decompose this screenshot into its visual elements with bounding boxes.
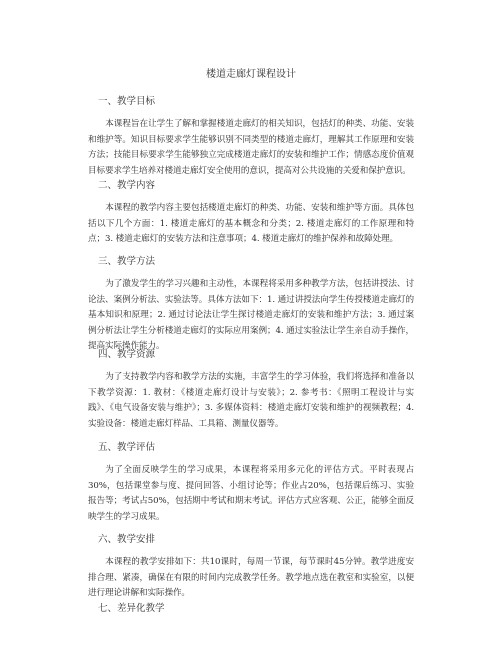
section-teaching-methods xyxy=(88,256,414,355)
section-heading: 六、教学安排 xyxy=(98,534,156,545)
section-body: 为了激发学生的学习兴趣和主动性，本课程将采用多种教学方法，包括讲授法、讨论法、案例分析法、实验法等。具体方法如下：1. 通过讲授法向学生传授楼道走廊灯的基本知识和原理；2. 通过讨论法让学生探讨楼道走廊灯的安装和维护方法；3. 通过案例分析法让学生分析楼道走廊灯的实际应用案例；4. 通过实验法让学生亲自动手操作，提高实际操作能力。 xyxy=(88,279,414,351)
section-heading: 五、教学评估 xyxy=(98,442,156,453)
section-teaching-evaluation xyxy=(88,442,414,525)
section-body: 为了全面反映学生的学习成果，本课程将采用多元化的评估方式。平时表现占30%，包括课堂参与度、提问回答、小组讨论等；作业占20%，包括课后练习、实验报告等；考试占50%，包括期中考试和期末考试。评估方式应客观、公正，能够全面反映学生的学习成果。 xyxy=(88,465,414,522)
section-heading: 一、教学目标 xyxy=(98,96,156,107)
section-differentiated-teaching xyxy=(88,603,414,624)
section-heading: 二、教学内容 xyxy=(98,180,156,191)
section-heading: 四、教学资源 xyxy=(98,349,156,360)
section-teaching-content xyxy=(88,180,414,248)
section-heading: 七、差异化教学 xyxy=(98,603,165,614)
section-teaching-resources xyxy=(88,349,414,432)
section-heading: 三、教学方法 xyxy=(98,256,156,267)
section-body: 本课程的教学安排如下：共10课时，每周一节课，每节课时45分钟。教学进度安排合理、紧凑，确保在有限的时间内完成教学任务。教学地点选在教室和实验室，以便进行理论讲解和实际操作。 xyxy=(88,557,414,598)
section-teaching-goals xyxy=(88,96,414,179)
section-body: 本课程旨在让学生了解和掌握楼道走廊灯的相关知识，包括灯的种类、功能、安装和维护等。知识目标要求学生能够识别不同类型的楼道走廊灯，理解其工作原理和安装方法；技能目标要求学生能够独立完成楼道走廊灯的安装和维护工作；情感态度价值观目标要求学生培养对楼道走廊灯安全使用的意识，提高对公共设施的关爱和保护意识。 xyxy=(88,119,414,176)
section-body: 为了支持教学内容和教学方法的实施，丰富学生的学习体验，我们将选择和准备以下教学资源：1. 教材：《楼道走廊灯设计与安装》；2. 参考书：《照明工程设计与实践》、《电气设备安装与维护》；3. 多媒体资料：楼道走廊灯安装和维护的视频教程；4. 实验设备：楼道走廊灯样品、工具箱、测量仪器等。 xyxy=(88,372,414,429)
section-body: 本课程的教学内容主要包括楼道走廊灯的种类、功能、安装和维护等方面。具体包括以下几个方面：1. 楼道走廊灯的基本概念和分类；2. 楼道走廊灯的工作原理和特点；3. 楼道走廊灯的安装方法和注意事项；4. 楼道走廊灯的维护保养和故障处理。 xyxy=(88,203,414,244)
section-teaching-schedule xyxy=(88,534,414,602)
document-title: 楼道走廊灯课程设计 xyxy=(206,69,296,80)
